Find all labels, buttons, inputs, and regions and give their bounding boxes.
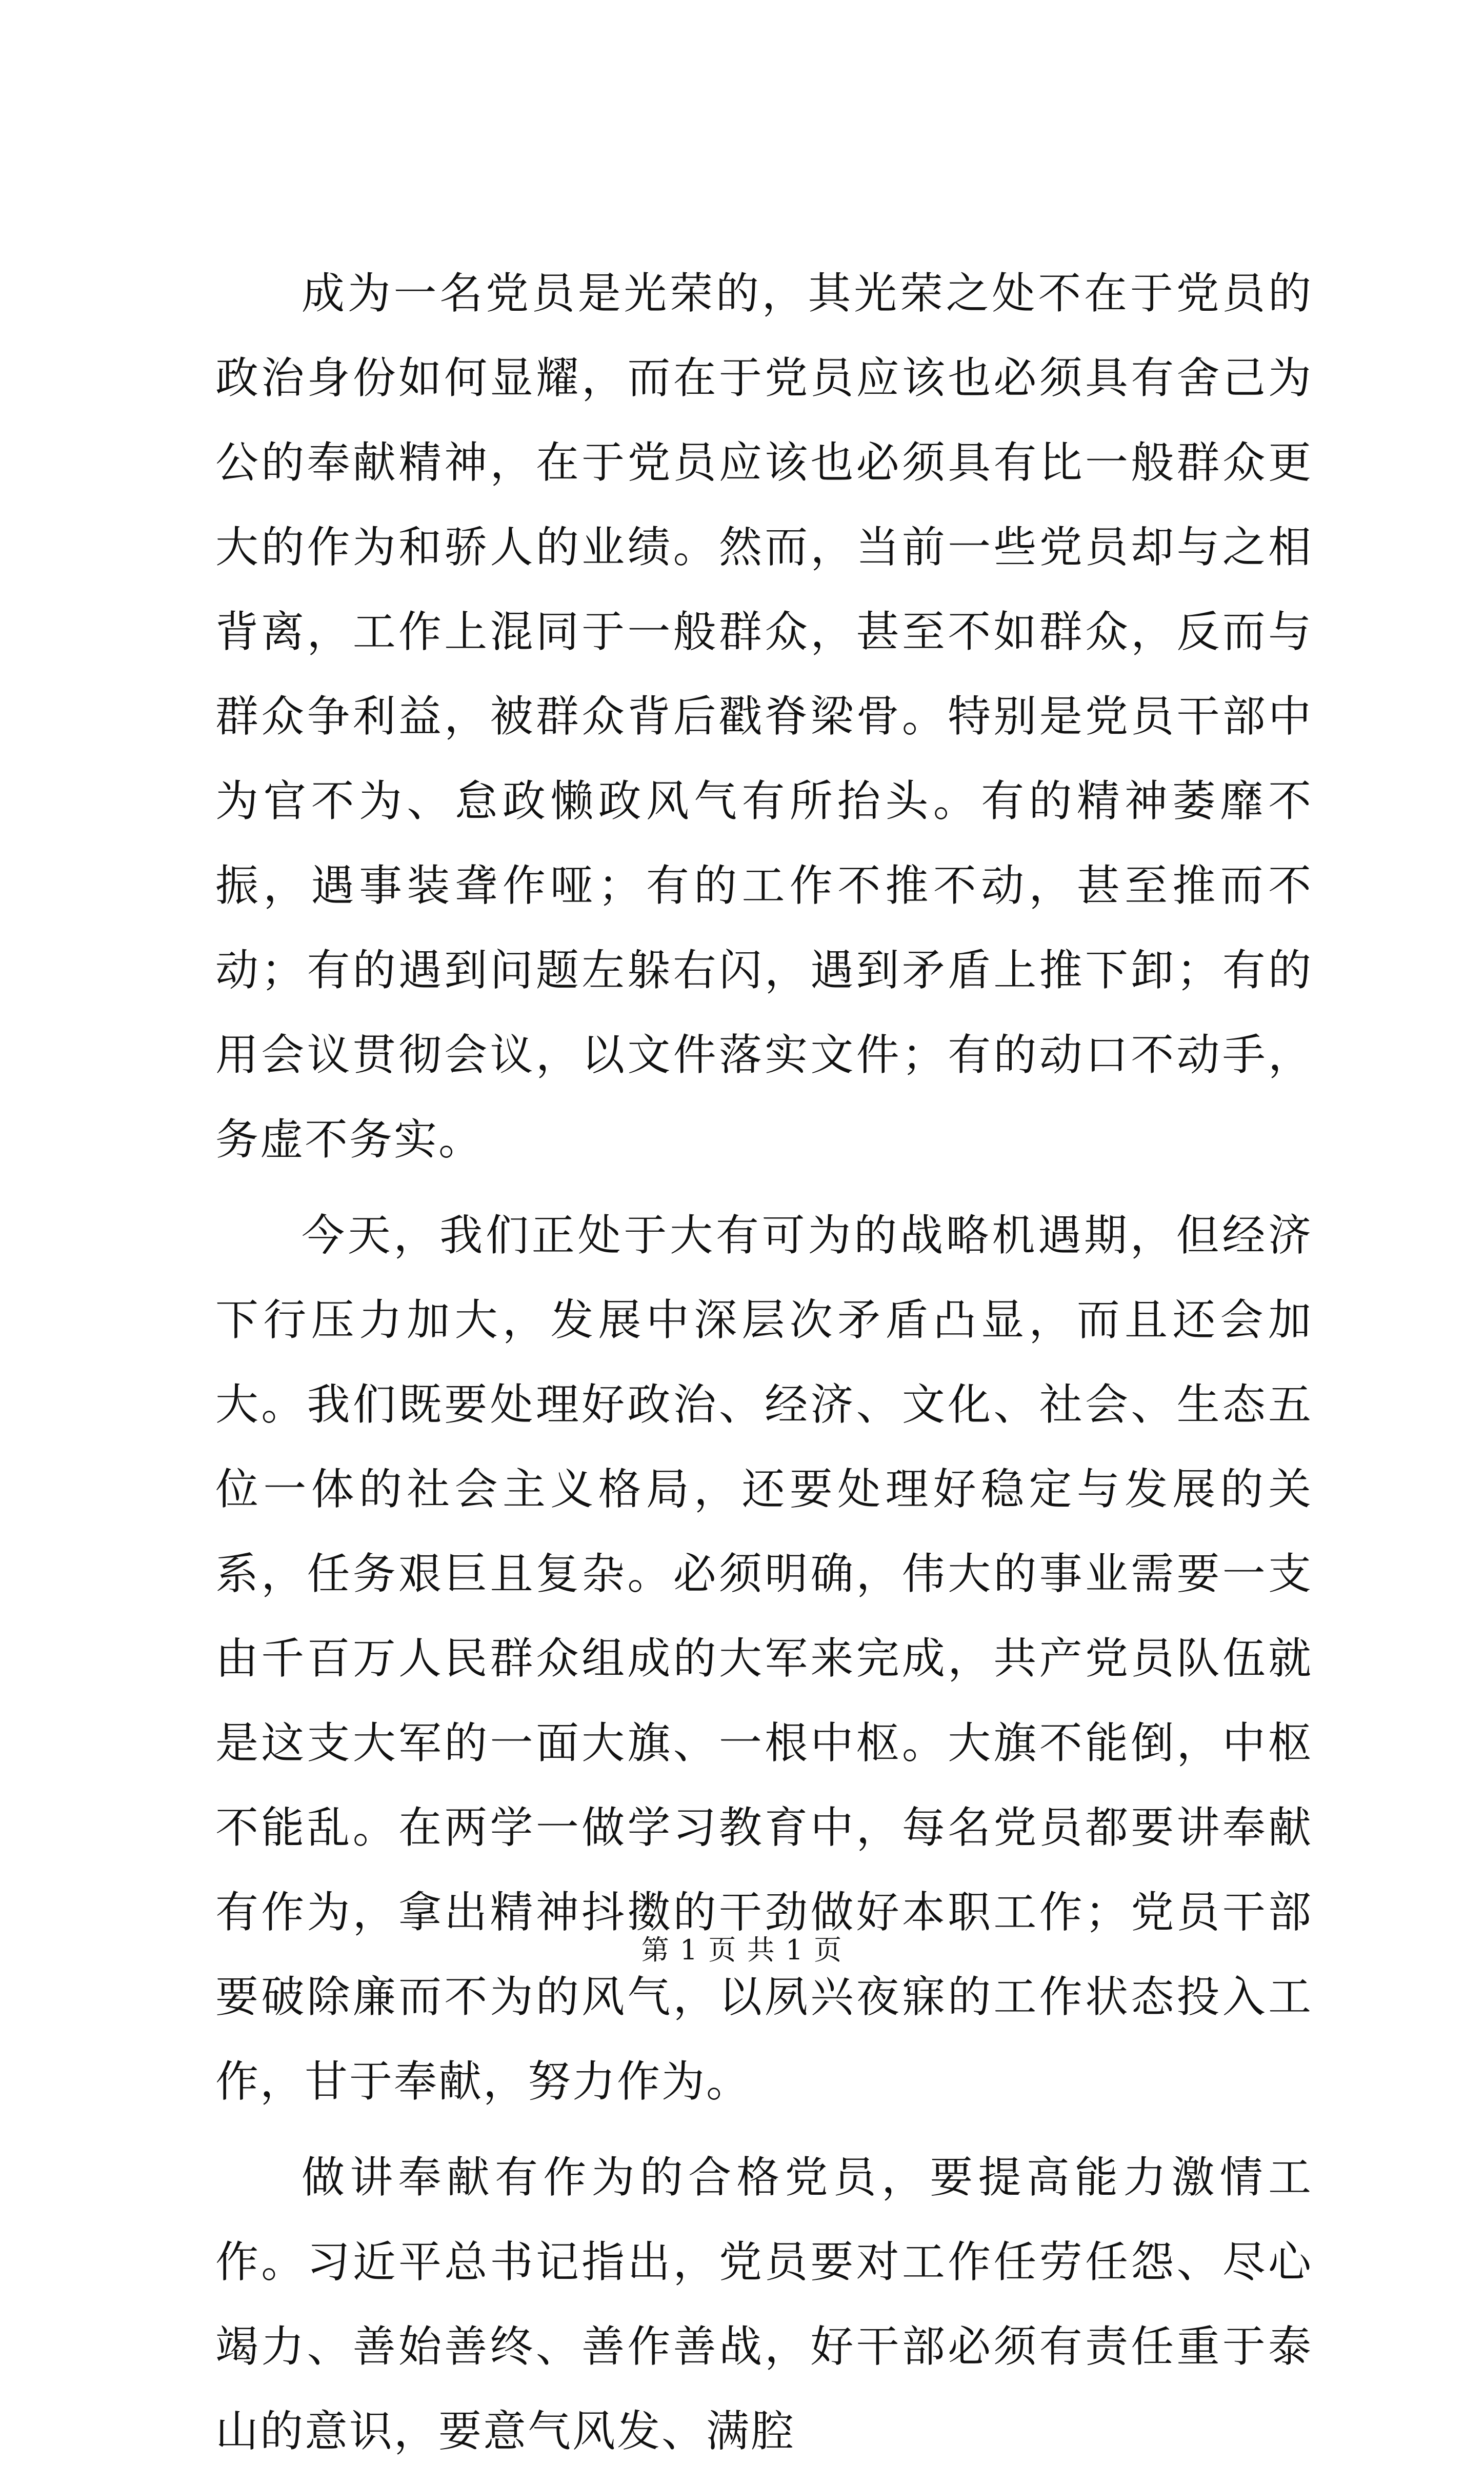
paragraph-1: 成为一名党员是光荣的，其光荣之处不在于党员的政治身份如何显耀，而在于党员应该也必须具有舍己为公的奉献精神，在于党员应该也必须具有比一般群众更大的作为和骄人的业绩。然而，当前一些党员却与之相背离，工作上混同于一般群众，甚至不如群众，反而与群众争利益，被群众背后戳脊梁骨。特别是党员干部中为官不为、怠政懒政风气有所抬头。有的精神萎靡不振，遇事装聋作哑；有的工作不推不动，甚至推而不动；有的遇到问题左躲右闪，遇到矛盾上推下卸；有的用会议贯彻会议，以文件落实文件；有的动口不动手，务虚不务实。 xyxy=(215,268,1313,1165)
paragraph-3: 做讲奉献有作为的合格党员，要提高能力激情工作。习近平总书记指出，党员要对工作任劳任怨、尽心竭力、善始善终、善作善战，好干部必须有责任重于泰山的意识，要意气风发、满腔 xyxy=(215,2152,1313,2456)
document-body xyxy=(215,251,1313,2485)
page-footer: 第 1 页 共 1 页 xyxy=(641,1934,843,1966)
paragraph-2: 今天，我们正处于大有可为的战略机遇期，但经济下行压力加大，发展中深层次矛盾凸显，而且还会加大。我们既要处理好政治、经济、文化、社会、生态五位一体的社会主义格局，还要处理好稳定与发展的关系，任务艰巨且复杂。必须明确，伟大的事业需要一支由千百万人民群众组成的大军来完成，共产党员队伍就是这支大军的一面大旗、一根中枢。大旗不能倒，中枢不能乱。在两学一做学习教育中，每名党员都要讲奉献有作为，拿出精神抖擞的干劲做好本职工作；党员干部要破除廉而不为的风气，以夙兴夜寐的工作状态投入工作，甘于奉献，努力作为。 xyxy=(215,1210,1313,2107)
